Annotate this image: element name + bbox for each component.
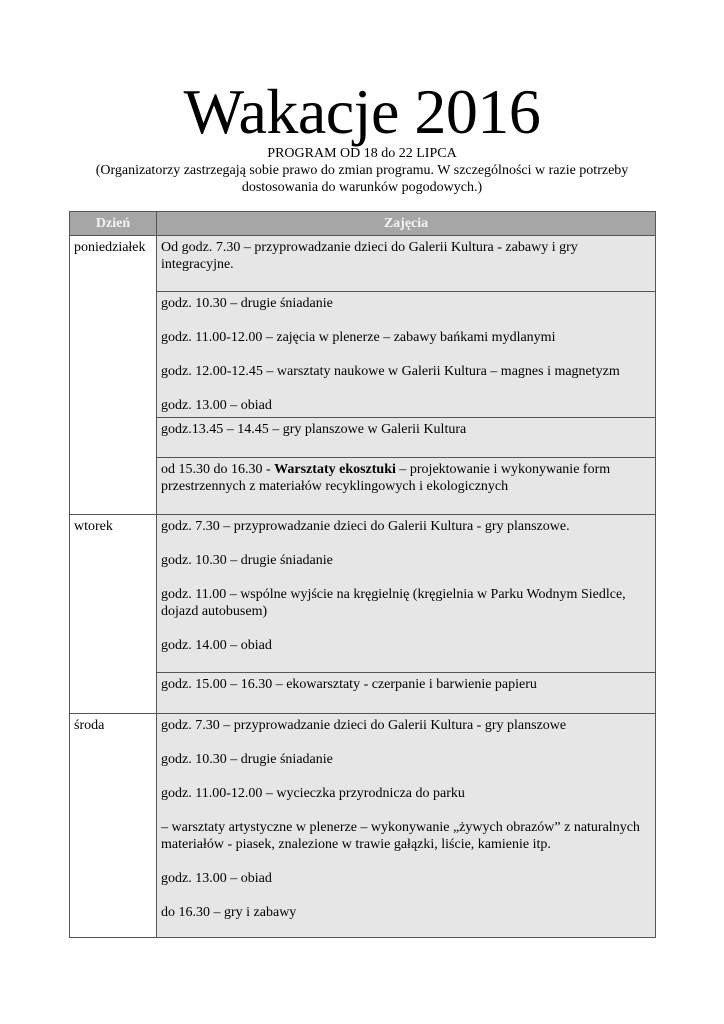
activity-block	[157, 673, 656, 714]
table-row	[70, 714, 656, 938]
activity-line: – warsztaty artystyczne w plenerze – wykonywanie „żywych obrazów” z naturalnych materiałów - piasek, znalezione w trawie gałązki, liście, kamienie itp.	[161, 820, 640, 852]
activity-line: godz. 10.30 – drugie śniadanie	[161, 752, 333, 767]
activity-line: godz. 10.30 – drugie śniadanie	[161, 296, 333, 311]
table-row	[70, 292, 656, 418]
organizer-disclaimer: (Organizatorzy zastrzegają sobie prawo do zmian programu. W szczególności w razie potrzeby dostosowania do warunków pogodowych.)	[95, 163, 629, 195]
activity-line: godz. 14.00 – obiad	[161, 638, 272, 653]
activity-block	[157, 418, 656, 458]
table-header-row	[70, 212, 656, 236]
activity-line: godz.13.45 – 14.45 – gry planszowe w Galerii Kultura	[161, 422, 467, 437]
table-row	[70, 458, 656, 515]
day-wednesday: środa	[70, 714, 157, 938]
activity-block	[157, 714, 656, 938]
activity-block	[157, 292, 656, 418]
activity-line	[161, 461, 651, 495]
activity-block	[157, 458, 656, 515]
activity-line: godz. 10.30 – drugie śniadanie	[161, 553, 333, 568]
activity-line: Od godz. 7.30 – przyprowadzanie dzieci do Galerii Kultura - zabawy i gry integracyjne.	[161, 240, 578, 272]
activity-line: godz. 15.00 – 16.30 – ekowarsztaty - czerpanie i barwienie papieru	[161, 677, 537, 692]
activity-line: godz. 13.00 – obiad	[161, 871, 272, 886]
activity-block	[157, 236, 656, 292]
activity-block	[157, 515, 656, 673]
activity-time: od 15.30 do 16.30 -	[161, 462, 275, 477]
schedule-table	[69, 211, 656, 938]
activity-line: godz. 13.00 – obiad	[161, 398, 272, 413]
activity-description: – projektowanie i wykonywanie form przestrzennych z materiałów recyklingowych i ekologicznych	[161, 462, 611, 494]
workshop-name: Warsztaty ekosztuki	[274, 462, 396, 477]
table-row	[70, 515, 656, 673]
activity-line: do 16.30 – gry i zabawy	[161, 905, 297, 920]
table-row	[70, 673, 656, 714]
activity-line: godz. 11.00-12.00 – zajęcia w plenerze – zabawy bańkami mydlanymi	[161, 330, 556, 345]
header-activities: Zajęcia	[157, 212, 656, 236]
activity-line: godz. 7.30 – przyprowadzanie dzieci do Galerii Kultura - gry planszowe	[161, 718, 567, 733]
header-day: Dzień	[70, 212, 157, 236]
day-tuesday: wtorek	[70, 515, 157, 714]
table-row	[70, 418, 656, 458]
day-monday: poniedziałek	[70, 236, 157, 515]
table-row	[70, 236, 656, 292]
page-title: Wakacje 2016	[183, 76, 541, 147]
activity-line: godz. 7.30 – przyprowadzanie dzieci do Galerii Kultura - gry planszowe.	[161, 519, 570, 534]
program-dates: PROGRAM OD 18 do 22 LIPCA	[267, 146, 457, 161]
activity-line: godz. 11.00 – wspólne wyjście na kręgielnię (kręgielnia w Parku Wodnym Siedlce, dojazd autobusem)	[161, 587, 626, 619]
activity-line: godz. 11.00-12.00 – wycieczka przyrodnicza do parku	[161, 786, 465, 801]
activity-line: godz. 12.00-12.45 – warsztaty naukowe w Galerii Kultura – magnes i magnetyzm	[161, 364, 620, 379]
